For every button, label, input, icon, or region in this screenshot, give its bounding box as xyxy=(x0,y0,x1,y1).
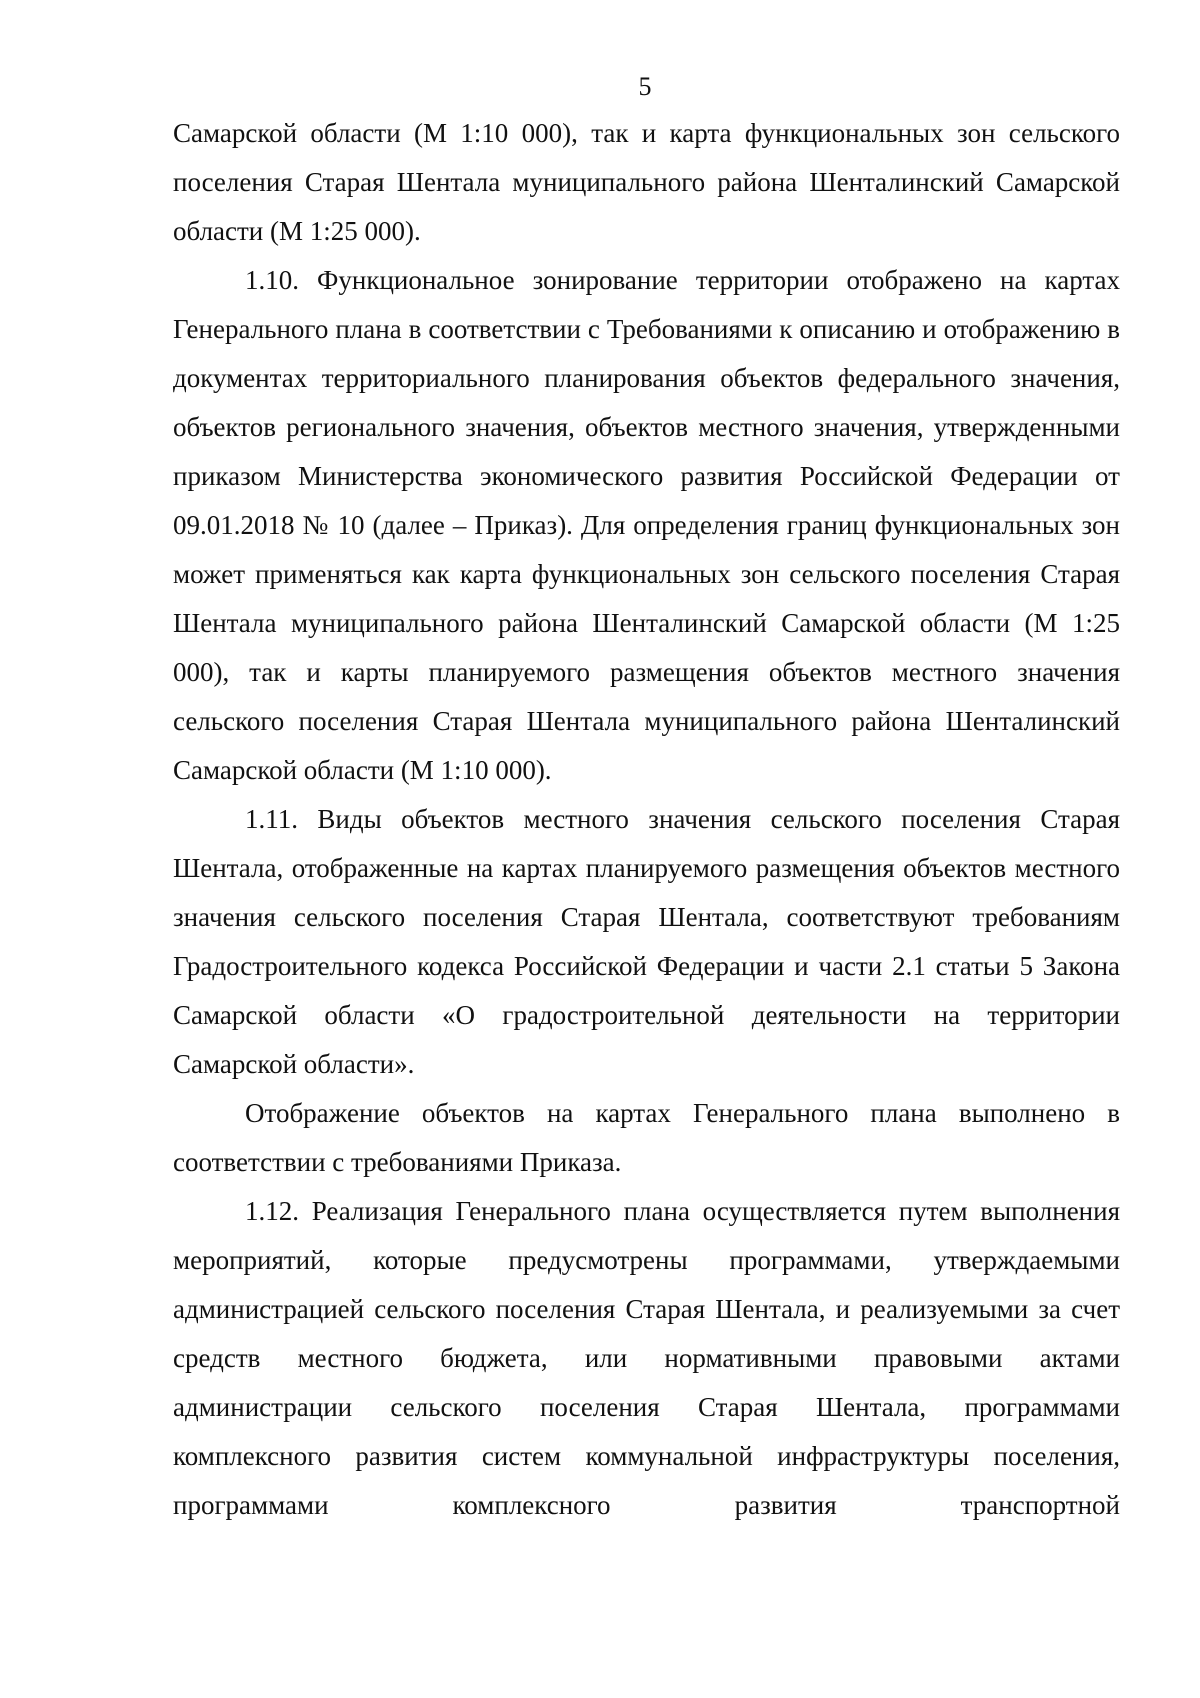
document-body xyxy=(173,109,1120,1530)
paragraph-1-11: 1.11. Виды объектов местного значения сельского поселения Старая Шентала, отображенные на картах планируемого размещения объектов местного значения сельского поселения Старая Шентала, соответствуют требованиям Градостроительного кодекса Российской Федерации и части 2.1 статьи 5 Закона Самарской области «О градостроительной деятельности на территории Самарской области». xyxy=(173,804,1120,1079)
paragraph-display-objects: Отображение объектов на картах Генерального плана выполнено в соответствии с требованиями Приказа. xyxy=(173,1098,1120,1177)
paragraph-1-10: 1.10. Функциональное зонирование территории отображено на картах Генерального плана в соответствии с Требованиями к описанию и отображению в документах территориального планирования объектов федерального значения, объектов регионального значения, объектов местного значения, утвержденными приказом Министерства экономического развития Российской Федерации от 09.01.2018 № 10 (далее – Приказ). Для определения границ функциональных зон может применяться как карта функциональных зон сельского поселения Старая Шентала муниципального района Шенталинский Самарской области (М 1:25 000), так и карты планируемого размещения объектов местного значения сельского поселения Старая Шентала муниципального района Шенталинский Самарской области (М 1:10 000). xyxy=(173,265,1120,785)
page-number: 5 xyxy=(638,72,652,101)
paragraph-1-12: 1.12. Реализация Генерального плана осуществляется путем выполнения мероприятий, которые предусмотрены программами, утверждаемыми администрацией сельского поселения Старая Шентала, и реализуемыми за счет средств местного бюджета, или нормативными правовыми актами администрации сельского поселения Старая Шентала, программами комплексного развития систем коммунальной инфраструктуры поселения, программами комплексного развития транспортной xyxy=(173,1196,1120,1520)
paragraph-continuation: Самарской области (М 1:10 000), так и карта функциональных зон сельского поселения Старая Шентала муниципального района Шенталинский Самарской области (М 1:25 000). xyxy=(173,118,1120,246)
